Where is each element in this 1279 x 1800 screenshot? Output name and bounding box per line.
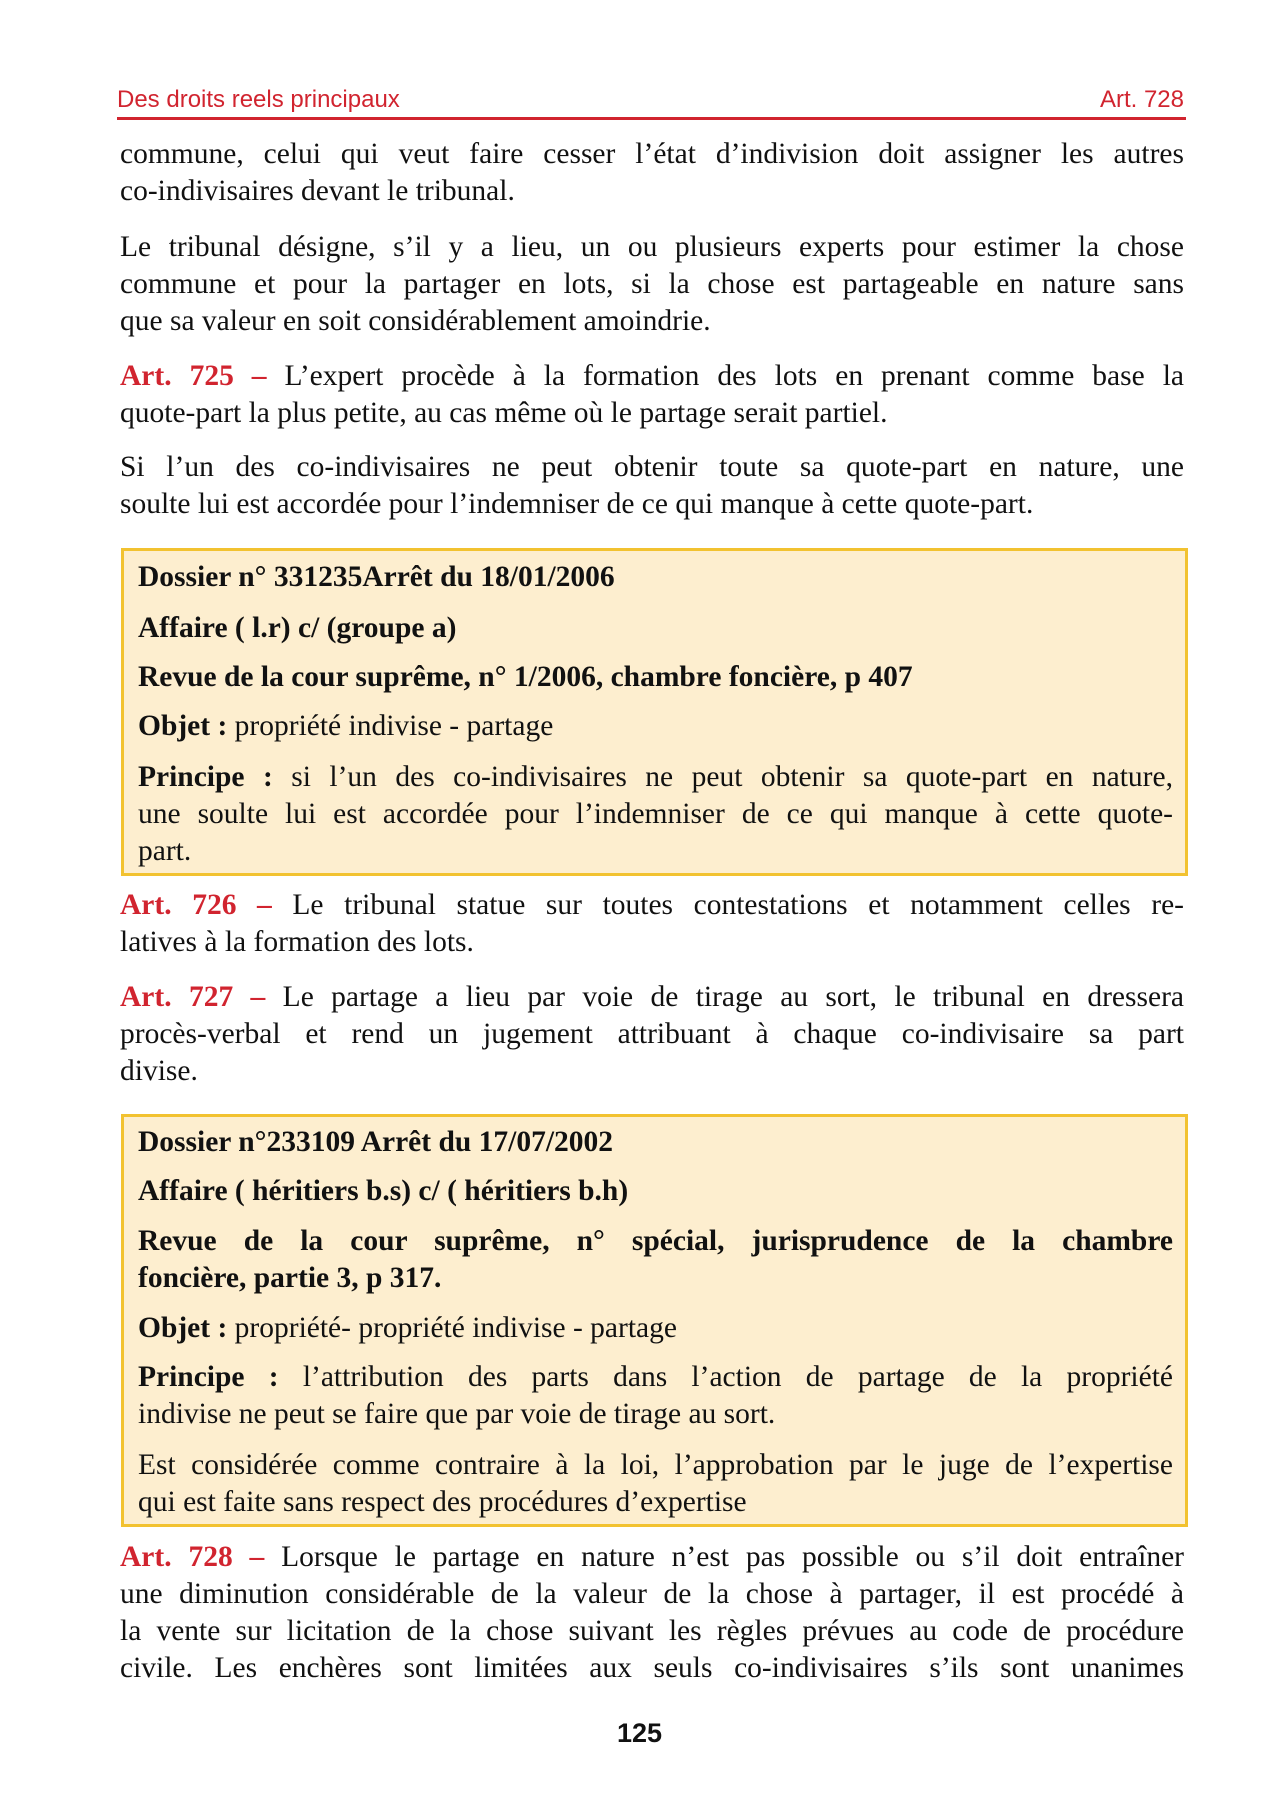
- principe-label: Principe :: [138, 1361, 279, 1393]
- text-line: soulte lui est accordée pour l’indemniser de ce qui manque à cette quote-part.: [120, 488, 1034, 520]
- objet-text: propriété indivise - partage: [227, 710, 554, 742]
- running-header-section: Des droits reels principaux: [117, 86, 400, 113]
- text-line: indivise ne peut se faire que par voie de tirage au sort.: [138, 1398, 776, 1430]
- text-line: Le partage a lieu par voie de tirage au sort, le tribunal en dressera: [265, 981, 1184, 1013]
- text-line: latives à la formation des lots.: [120, 926, 474, 958]
- article-label: Art. 727 –: [120, 981, 266, 1013]
- paragraph: [120, 449, 1184, 523]
- article-728: [120, 1539, 1184, 1687]
- text-line: une soulte lui est accordée pour l’indemniser de ce qui manque à cette quote-: [138, 798, 1173, 830]
- text-line: que sa valeur en soit considérablement amoindrie.: [120, 305, 711, 337]
- text-line: procès-verbal et rend un jugement attribuant à chaque co-indivisaire sa part: [120, 1018, 1184, 1050]
- text-line: commune, celui qui veut faire cesser l’état d’indivision doit assigner les autres: [120, 138, 1184, 170]
- text-line: part.: [138, 835, 192, 867]
- running-header-article: Art. 728: [1099, 86, 1184, 113]
- jurisprudence-box-1: [121, 548, 1188, 876]
- header-rule: [117, 117, 1186, 120]
- principe-label: Principe :: [138, 761, 273, 793]
- text-line: Lorsque le partage en nature n’est pas possible ou s’il doit entraîner: [264, 1541, 1184, 1573]
- jurisprudence-box-2: [121, 1114, 1188, 1527]
- article-label: Art. 725 –: [120, 360, 267, 392]
- objet-label: Objet :: [138, 710, 228, 742]
- article-725: [120, 358, 1184, 432]
- text-line: Est considérée comme contraire à la loi, l’approbation par le juge de l’expertise: [138, 1449, 1173, 1481]
- paragraph: [120, 136, 1184, 210]
- text-line: une diminution considérable de la valeur de la chose à partager, il est procédé à: [120, 1578, 1184, 1610]
- objet-label: Objet :: [138, 1312, 228, 1344]
- text-line: co-indivisaires devant le tribunal.: [120, 175, 515, 207]
- revue-line: foncière, partie 3, p 317.: [138, 1262, 442, 1294]
- text-line: Le tribunal désigne, s’il y a lieu, un ou plusieurs experts pour estimer la chose: [120, 231, 1184, 263]
- article-727: [120, 979, 1184, 1090]
- text-line: Le tribunal statue sur toutes contestations et notamment celles re-: [271, 889, 1184, 921]
- text-line: l’attribution des parts dans l’action de partage de la propriété: [278, 1361, 1173, 1393]
- text-line: civile. Les enchères sont limitées aux seuls co-indivisaires s’ils sont unanimes: [120, 1652, 1184, 1684]
- article-label: Art. 726 –: [120, 889, 272, 921]
- text-line: divise.: [120, 1055, 198, 1087]
- text-line: qui est faite sans respect des procédures d’expertise: [138, 1486, 747, 1518]
- paragraph: [120, 229, 1184, 340]
- text-line: la vente sur licitation de la chose suivant les règles prévues au code de procédure: [120, 1615, 1184, 1647]
- text-line: L’expert procède à la formation des lots en prenant comme base la: [266, 360, 1184, 392]
- text-line: commune et pour la partager en lots, si la chose est partageable en nature sans: [120, 268, 1184, 300]
- article-label: Art. 728 –: [120, 1541, 265, 1573]
- dossier-line: Dossier n° 331235Arrêt du 18/01/2006: [138, 561, 615, 593]
- text-line: quote-part la plus petite, au cas même où le partage serait partiel.: [120, 397, 888, 429]
- dossier-line: Dossier n°233109 Arrêt du 17/07/2002: [138, 1126, 614, 1158]
- article-726: [120, 887, 1184, 961]
- affaire-line: Affaire ( l.r) c/ (groupe a): [138, 612, 457, 644]
- revue-line: Revue de la cour suprême, n° 1/2006, chambre foncière, p 407: [138, 661, 913, 693]
- affaire-line: Affaire ( héritiers b.s) c/ ( héritiers b.h): [138, 1175, 629, 1207]
- text-line: si l’un des co-indivisaires ne peut obtenir sa quote-part en nature,: [272, 761, 1173, 793]
- revue-line: Revue de la cour suprême, n° spécial, jurisprudence de la chambre: [138, 1225, 1173, 1257]
- text-line: Si l’un des co-indivisaires ne peut obtenir toute sa quote-part en nature, une: [120, 451, 1184, 483]
- page-number: 125: [616, 1718, 663, 1748]
- objet-text: propriété- propriété indivise - partage: [227, 1312, 677, 1344]
